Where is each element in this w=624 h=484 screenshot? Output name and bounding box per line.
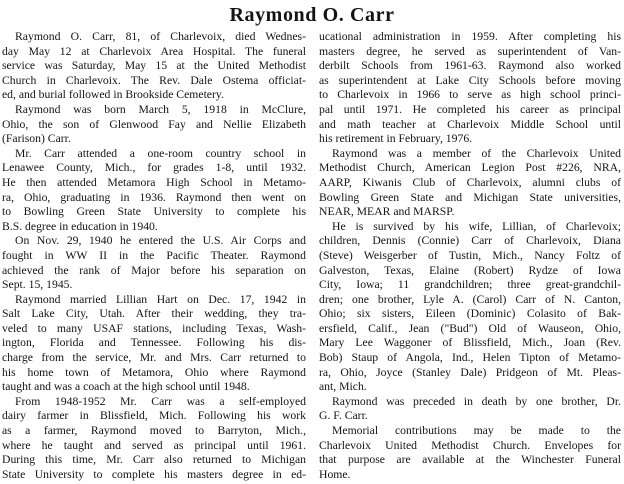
text-line: ed, and burial followed in Brookside Cemetery. — [2, 88, 224, 102]
text-line: (Farison) Carr. — [2, 132, 71, 146]
text-line: Memorial contributions may be made to the — [332, 424, 621, 438]
text-line: Lenawee County, Mich., for grades 1-8, until 1932. — [2, 161, 306, 175]
text-line: veled to many USAF stations, including Texas, Wash- — [2, 321, 306, 335]
text-line: (Steve) Weisgerber of Tustin, Mich., Nancy Foltz of — [319, 248, 621, 262]
text-line: Raymond was a member of the Charlevoix United — [332, 146, 621, 160]
text-line: masters degree, he served as superintendent of Van- — [319, 44, 621, 58]
text-line: AARP, Kiwanis Club of Charlevoix, alumni clubs of — [319, 175, 621, 189]
text-line: G. F. Carr. — [319, 409, 368, 423]
text-line: Mary Lee Waggoner of Blissfield, Mich., Joan (Rev. — [319, 336, 621, 350]
text-line: his home town of Metamora, Ohio where Raymond — [2, 365, 306, 379]
text-line: dren; one brother, Lyle A. (Carol) Carr of N. Canton, — [319, 292, 621, 306]
text-line: children, Dennis (Connie) Carr of Charlevoix, Diana — [319, 234, 621, 248]
text-line: From 1948-1952 Mr. Carr was a self-employed — [15, 394, 306, 408]
text-line: ra, Ohio, graduating in 1936. Raymond then went on — [2, 190, 306, 204]
text-line: Bob) Staup of Angola, Ind., Helen Tipton of Metamo- — [319, 351, 621, 365]
text-line: Charlevoix United Methodist Church. Envelopes for — [319, 438, 621, 452]
text-line: Mr. Carr attended a one-room country school in — [15, 146, 306, 160]
left-column — [2, 30, 306, 482]
text-line: that purpose are available at the Winchester Funeral — [319, 453, 621, 467]
text-line: Home. — [319, 467, 351, 481]
text-line: Raymond was preceded in death by one brother, Dr. — [332, 394, 621, 408]
text-line: Methodist Church, American Legion Post #226, NRA, — [319, 161, 621, 175]
text-line: B.S. degree in education in 1940. — [2, 219, 158, 233]
text-line: Ohio; six sisters, Eileen (Dominic) Colasito of Bak- — [319, 307, 621, 321]
text-line: He is survived by his wife, Lillian, of Charlevoix; — [332, 219, 621, 233]
text-line: day May 12 at Charlevoix Area Hospital. The funeral — [2, 44, 306, 58]
text-line: fought in WW II in the Pacific Theater. Raymond — [2, 248, 306, 262]
right-column — [319, 30, 621, 482]
text-line: achieved the rank of Major before his separation on — [2, 263, 306, 277]
text-line: and math teacher at Charlevoix Middle School until — [319, 117, 621, 131]
text-line: derbilt Schools from 1961-63. Raymond also worked — [319, 59, 621, 73]
text-line: Salt Lake City, Utah. After their wedding, they tra- — [2, 307, 306, 321]
text-line: charge from the service, Mr. and Mrs. Carr returned to — [2, 351, 306, 365]
obituary-title: Raymond O. Carr — [229, 4, 395, 26]
text-line: ington, Florida and Tennessee. Following his dis- — [2, 336, 306, 350]
text-line: ucational administration in 1959. After completing his — [319, 30, 621, 43]
text-line: City, Iowa; 11 grandchildren; three great-grandchil- — [319, 278, 621, 292]
text-line: NEAR, MEAR and MARSP. — [319, 205, 455, 219]
text-line: Galveston, Texas, Elaine (Robert) Rydze of Iowa — [319, 263, 621, 277]
text-line: his retirement in February, 1976. — [319, 132, 473, 146]
text-line: Raymond O. Carr, 81, of Charlevoix, died Wednes- — [15, 30, 306, 43]
text-line: as a farmer, Raymond moved to Barryton, Mich., — [2, 424, 306, 438]
text-line: Raymond married Lillian Hart on Dec. 17, 1942 in — [15, 292, 306, 306]
text-line: During this time, Mr. Carr also returned to Michigan — [2, 453, 306, 467]
text-line: Ohio, the son of Glenwood Fay and Nellie Elizabeth — [2, 117, 306, 131]
text-line: He then attended Metamora High School in Metamo- — [2, 175, 306, 189]
text-line: Church in Charlevoix. The Rev. Dale Ostema officiat- — [2, 73, 306, 87]
text-line: On Nov. 29, 1940 he entered the U.S. Air Corps and — [15, 234, 306, 248]
text-line: ant, Mich. — [319, 380, 367, 394]
text-line: Sept. 15, 1945. — [2, 278, 73, 292]
text-line: Bowling Green State and Michigan State universities, — [319, 190, 621, 204]
text-line: to Charlevoix in 1966 to serve as high school princi- — [319, 88, 621, 102]
text-line: State University to complete his masters degree in ed- — [2, 467, 306, 481]
text-line: Raymond was born March 5, 1918 in McClure, — [15, 102, 306, 116]
text-line: ersfield, Calif., Jean ("Bud") Old of Wauseon, Ohio, — [319, 321, 621, 335]
text-line: where he taught and served as principal until 1961. — [2, 438, 306, 452]
text-line: dairy farmer in Blissfield, Mich. Following his work — [2, 409, 306, 423]
text-line: as superintendent at Lake City Schools before moving — [319, 73, 621, 87]
text-line: service was Saturday, May 15 at the United Methodist — [2, 59, 306, 73]
text-line: taught and was a coach at the high school until 1948. — [2, 380, 250, 394]
text-line: to Bowling Green State University to complete his — [2, 205, 306, 219]
text-line: pal until 1971. He completed his career as principal — [319, 102, 621, 116]
text-line: ra, Ohio, Joyce (Stanley Dale) Pridgeon of Mt. Pleas- — [319, 365, 621, 379]
